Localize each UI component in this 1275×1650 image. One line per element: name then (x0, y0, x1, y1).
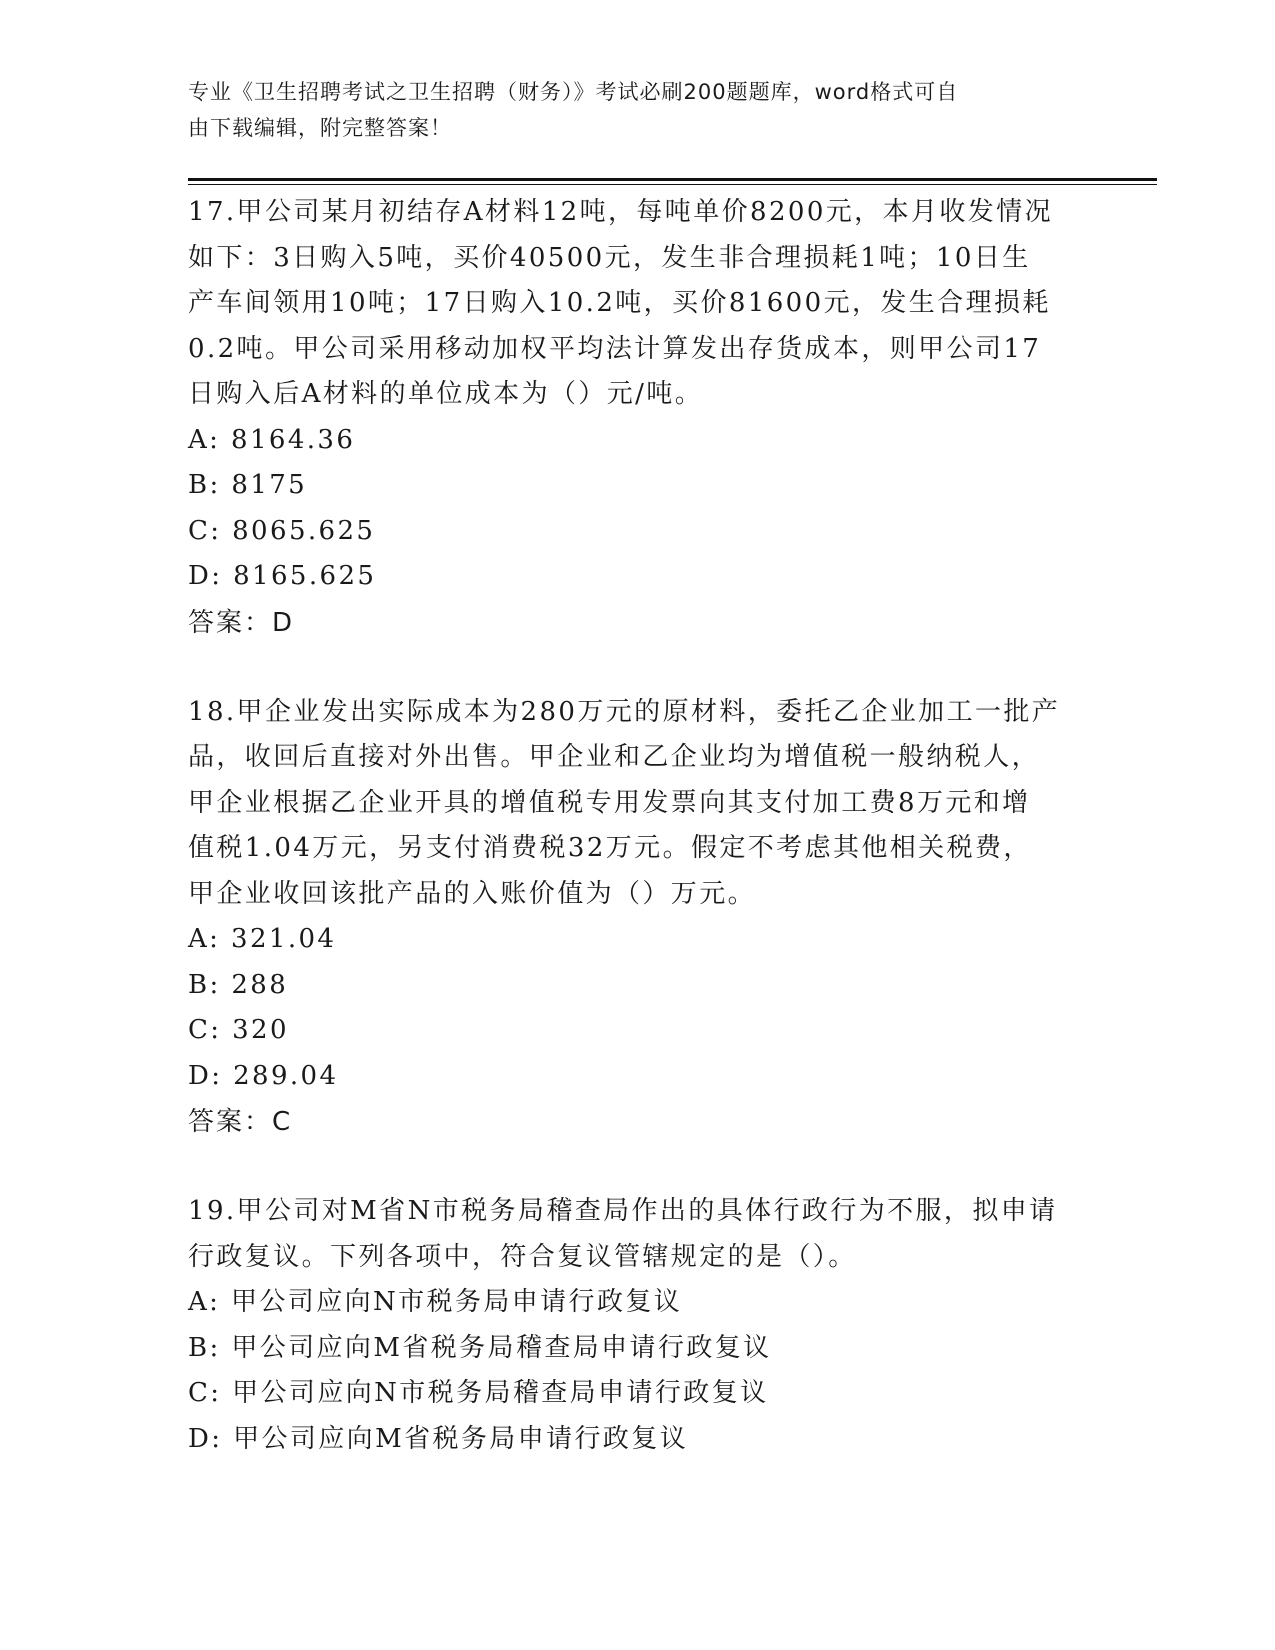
option-a: A: 甲公司应向N市税务局申请行政复议 (188, 1287, 683, 1317)
question-18 (188, 690, 1088, 1146)
option-b: B: 甲公司应向M省税务局稽查局申请行政复议 (188, 1332, 772, 1363)
header-divider-thin (188, 184, 1157, 185)
question-17 (188, 190, 1088, 646)
option-d: D: 甲公司应向M省税务局申请行政复议 (188, 1423, 689, 1454)
header-line-1: 专业《卫生招聘考试之卫生招聘（财务）》考试必刷200题题库，word格式可自 (188, 80, 959, 104)
question-stem (188, 190, 1088, 418)
question-spacer (188, 646, 1088, 690)
question-list (188, 190, 1088, 1462)
option-a: A: 8164.36 (188, 424, 356, 455)
stem-line: 品，收回后直接对外出售。甲企业和乙企业均为增值税一般纳税人， (188, 742, 1041, 772)
option-d: D: 289.04 (188, 1060, 339, 1091)
option-b: B: 288 (188, 969, 289, 1000)
stem-line: 行政复议。下列各项中，符合复议管辖规定的是（）。 (188, 1241, 857, 1272)
stem-line: 18.甲企业发出实际成本为280万元的原材料，委托乙企业加工一批产 (188, 696, 1061, 727)
answer-line: 答案：C (188, 1107, 293, 1137)
stem-line: 日购入后A材料的单位成本为（）元/吨。 (188, 379, 704, 409)
header-line-2: 由下载编辑，附完整答案！ (188, 116, 452, 140)
stem-line: 0.2吨。甲公司采用移动加权平均法计算发出存货成本，则甲公司17 (188, 333, 1042, 364)
document-header (188, 74, 1068, 146)
answer-line: 答案：D (188, 607, 295, 638)
option-c: C: 8065.625 (188, 515, 376, 546)
stem-line: 17.甲公司某月初结存A材料12吨，每吨单价8200元，本月收发情况 (188, 197, 1053, 227)
option-a: A: 321.04 (188, 924, 337, 954)
option-d: D: 8165.625 (188, 561, 377, 591)
option-c: C: 甲公司应向N市税务局稽查局申请行政复议 (188, 1378, 769, 1408)
question-19 (188, 1189, 1088, 1462)
option-c: C: 320 (188, 1015, 289, 1045)
option-b: B: 8175 (188, 470, 308, 500)
stem-line: 产车间领用10吨；17日购入10.2吨，买价81600元，发生合理损耗 (188, 288, 1051, 318)
stem-line: 值税1.04万元，另支付消费税32万元。假定不考虑其他相关税费， (188, 833, 1032, 863)
stem-line: 19.甲公司对M省N市税务局稽查局作出的具体行政行为不服，拟申请 (188, 1196, 1058, 1226)
question-stem (188, 690, 1088, 918)
question-stem (188, 1189, 1088, 1280)
stem-line: 如下：3日购入5吨，买价40500元，发生非合理损耗1吨；10日生 (188, 242, 1031, 273)
header-divider-thick (188, 178, 1157, 181)
question-spacer (188, 1145, 1088, 1189)
stem-line: 甲企业收回该批产品的入账价值为（）万元。 (188, 878, 757, 909)
stem-line: 甲企业根据乙企业开具的增值税专用发票向其支付加工费8万元和增 (188, 787, 1031, 818)
